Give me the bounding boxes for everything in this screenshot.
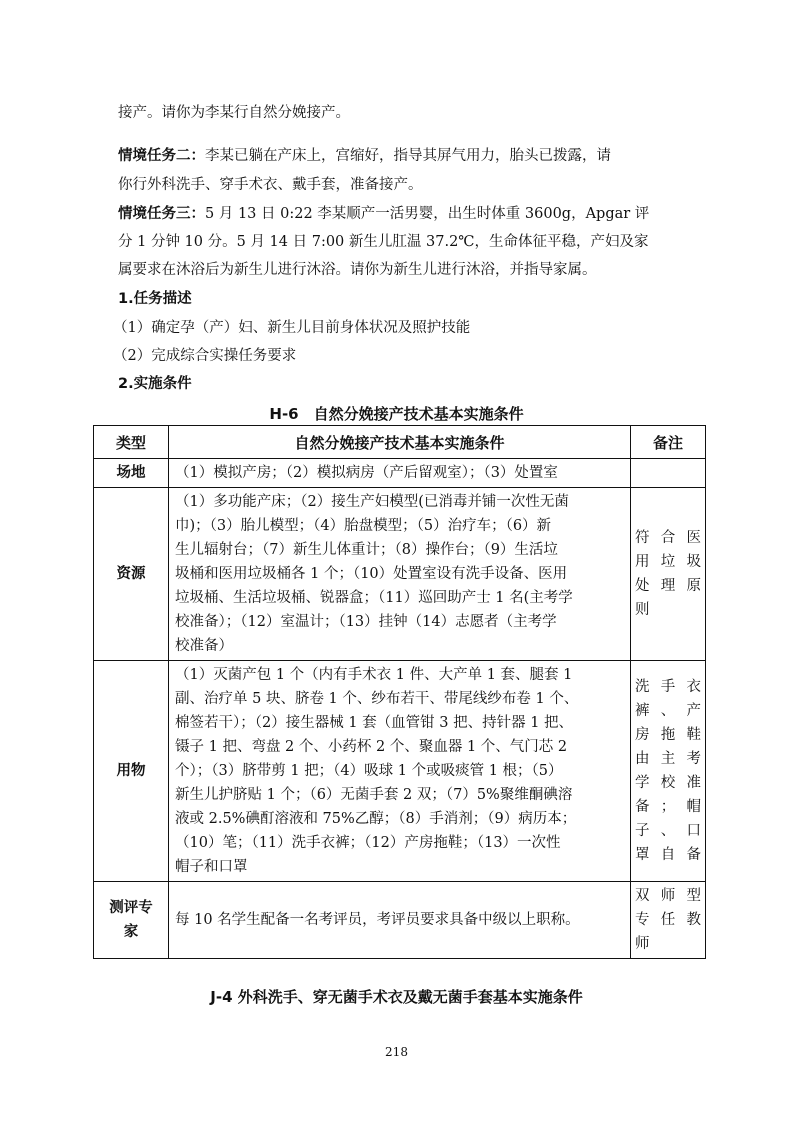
cell-line: 生儿辐射台；（7）新生儿体重计；（8）操作台；（9）生活垃 xyxy=(175,542,558,558)
cell-line: 资源 xyxy=(116,566,146,582)
cell-line: （1）多功能产床；（2）接生产妇模型(已消毒并铺一次性无菌 xyxy=(175,494,569,510)
cell-line: 校准备） xyxy=(175,638,233,654)
header-remark: 备注 xyxy=(631,426,706,459)
cell-line: 则 xyxy=(635,602,650,618)
task2-text: 李某已躺在产床上，宫缩好，指导其屏气用力，胎头已拨露，请 xyxy=(205,148,611,164)
section1-heading: 1.任务描述 xyxy=(118,291,192,307)
cell-line: 用物 xyxy=(116,763,146,779)
intro-line: 接产。请你为李某行自然分娩接产。 xyxy=(118,105,350,121)
cell-line: 房拖鞋 xyxy=(635,727,701,743)
table-row xyxy=(94,459,706,488)
task2-line2: 你行外科洗手、穿手术衣、戴手套，准备接产。 xyxy=(118,177,423,193)
cell-line: 处理原 xyxy=(635,578,701,594)
content-cell xyxy=(169,459,631,488)
remark-cell xyxy=(631,459,706,488)
table-row xyxy=(94,882,706,959)
cell-line: 专任教 xyxy=(635,912,701,928)
section1-item: （2）完成综合实操任务要求 xyxy=(113,348,297,364)
cell-line: 测评专 xyxy=(109,900,153,916)
cell-line: 双师型 xyxy=(635,888,701,904)
section2-heading: 2.实施条件 xyxy=(118,376,192,392)
task2-line1 xyxy=(118,147,703,165)
remark-cell xyxy=(631,488,706,661)
cell-line: 个）；（3）脐带剪 1 把；（4）吸球 1 个或吸痰管 1 根；（5） xyxy=(175,763,563,779)
type-cell xyxy=(94,661,169,882)
cell-line: 垃圾桶、生活垃圾桶、锐器盒；（11）巡回助产士 1 名(主考学 xyxy=(175,590,573,606)
cell-line: 每 10 名学生配备一名考评员，考评员要求具备中级以上职称。 xyxy=(175,912,580,928)
cell-line: 罩自备 xyxy=(635,847,701,863)
cell-line: 圾桶和医用垃圾桶各 1 个；（10）处置室设有洗手设备、医用 xyxy=(175,566,568,582)
content-cell xyxy=(169,488,631,661)
cell-line: （10）笔；（11）洗手衣裤；（12）产房拖鞋；（13）一次性 xyxy=(175,835,561,851)
section1-item: （1）确定孕（产）妇、新生儿目前身体状况及照护技能 xyxy=(113,320,471,336)
cell-line: 用垃圾 xyxy=(635,554,701,570)
cell-line: 棉签若干）；（2）接生器械 1 套（血管钳 3 把、持针器 1 把、 xyxy=(175,715,574,731)
type-cell xyxy=(94,882,169,959)
header-type: 类型 xyxy=(94,426,169,459)
task3-label: 情境任务三： xyxy=(118,206,205,222)
conditions-table xyxy=(93,425,706,959)
type-cell xyxy=(94,488,169,661)
cell-line: 液或 2.5%碘酊溶液和 75%乙醇；（8）手消剂；（9）病历本； xyxy=(175,811,577,827)
cell-line: 裤、产 xyxy=(635,703,701,719)
page-number: 218 xyxy=(385,1045,408,1059)
task3-text: 5 月 13 日 0:22 李某顺产一活男婴，出生时体重 3600g，Apgar 评 xyxy=(205,206,650,222)
cell-line: 帽子和口罩 xyxy=(175,859,248,875)
cell-line: （1）灭菌产包 1 个（内有手术衣 1 件、大产单 1 套、腿套 1 xyxy=(175,667,573,683)
cell-line: 镊子 1 把、弯盘 2 个、小药杯 2 个、聚血器 1 个、气门芯 2 xyxy=(175,739,568,755)
cell-line: 由主考 xyxy=(635,751,701,767)
table-title: H-6 自然分娩接产技术基本实施条件 xyxy=(269,405,524,423)
remark-cell xyxy=(631,882,706,959)
task2-label: 情境任务二： xyxy=(118,148,205,164)
cell-line: 巾)；（3）胎儿模型；（4）胎盘模型；（5）治疗车；（6）新 xyxy=(175,518,552,534)
cell-line: 师 xyxy=(635,936,650,952)
type-cell xyxy=(94,459,169,488)
task3-line3: 属要求在沐浴后为新生儿进行沐浴。请你为新生儿进行沐浴，并指导家属。 xyxy=(118,262,597,278)
cell-line: 学校准 xyxy=(635,775,701,791)
cell-line: 符合医 xyxy=(635,530,701,546)
content-cell xyxy=(169,882,631,959)
content-cell xyxy=(169,661,631,882)
cell-line: 家 xyxy=(123,924,139,940)
cell-line: 洗手衣 xyxy=(635,679,701,695)
table-row xyxy=(94,488,706,661)
cell-line: （1）模拟产房；（2）模拟病房（产后留观室）；（3）处置室 xyxy=(175,465,558,481)
cell-line: 副、治疗单 5 块、脐卷 1 个、纱布若干、带尾线纱布卷 1 个、 xyxy=(175,691,579,707)
table-row xyxy=(94,661,706,882)
task3-line1 xyxy=(118,205,703,223)
remark-cell xyxy=(631,661,706,882)
next-table-title: J-4 外科洗手、穿无菌手术衣及戴无菌手套基本实施条件 xyxy=(210,988,583,1006)
cell-line: 新生儿护脐贴 1 个；（6）无菌手套 2 双；（7）5%聚维酮碘溶 xyxy=(175,787,573,803)
cell-line: 校准备）；（12）室温计；（13）挂钟（14）志愿者（主考学 xyxy=(175,614,557,630)
cell-line: 场地 xyxy=(116,465,146,481)
cell-line: 备；帽 xyxy=(635,799,701,815)
header-conditions: 自然分娩接产技术基本实施条件 xyxy=(169,426,631,459)
task3-line2: 分 1 分钟 10 分。5 月 14 日 7:00 新生儿肛温 37.2℃，生命体征平稳，产妇及家 xyxy=(118,234,649,250)
cell-line: 子、口 xyxy=(635,823,701,839)
